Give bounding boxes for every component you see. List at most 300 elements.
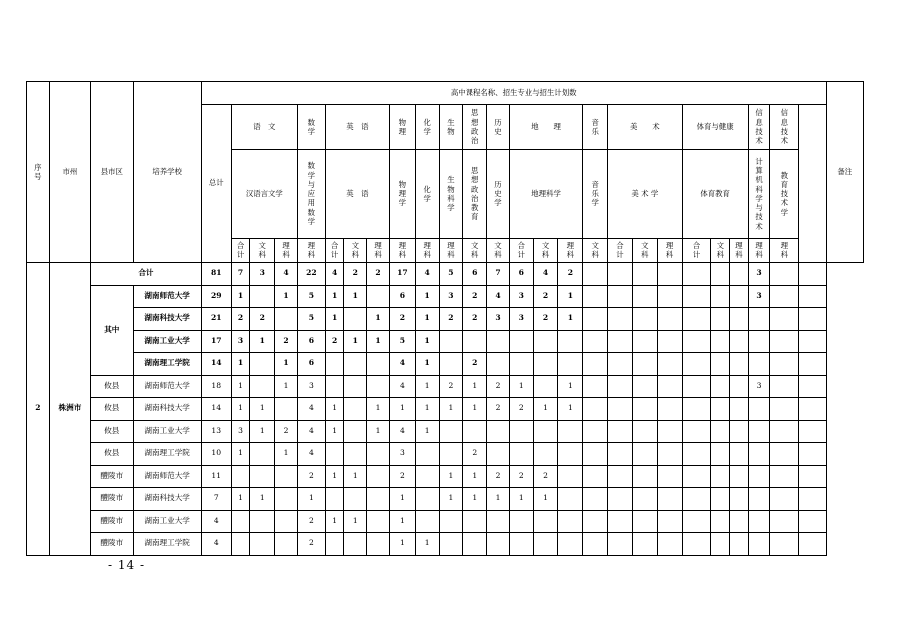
- value-cell: [275, 465, 298, 488]
- page-number: - 14 -: [108, 558, 146, 572]
- value-cell: 2: [558, 263, 583, 286]
- value-cell: 2: [297, 465, 325, 488]
- subheader-cell: 文科: [344, 239, 367, 263]
- school-cell: 合计: [91, 263, 202, 286]
- value-cell: [487, 353, 510, 376]
- subheader-cell: 合计: [608, 239, 633, 263]
- school-cell: 湖南科技大学: [133, 398, 201, 421]
- value-cell: [682, 375, 711, 398]
- remark-cell: [799, 398, 826, 421]
- subheader-cell: 文科: [583, 239, 608, 263]
- value-cell: [711, 375, 730, 398]
- subheader-cell: 文科: [250, 239, 275, 263]
- value-cell: 4: [297, 398, 325, 421]
- value-cell: [730, 488, 749, 511]
- subheader-cell: 理科: [558, 239, 583, 263]
- remark-cell: [799, 510, 826, 533]
- value-cell: 1: [439, 488, 463, 511]
- value-cell: [367, 375, 390, 398]
- value-cell: [533, 353, 558, 376]
- value-cell: [682, 353, 711, 376]
- value-cell: [558, 465, 583, 488]
- value-cell: [367, 533, 390, 556]
- value-cell: [533, 330, 558, 353]
- remark-cell: [799, 353, 826, 376]
- subheader-cell: 合计: [325, 239, 344, 263]
- value-cell: 1: [415, 353, 439, 376]
- value-cell: [711, 443, 730, 466]
- value-cell: 1: [275, 375, 298, 398]
- value-cell: 2: [487, 465, 510, 488]
- total-cell: 81: [201, 263, 231, 286]
- value-cell: [632, 533, 657, 556]
- value-cell: 2: [439, 308, 463, 331]
- value-cell: 1: [415, 330, 439, 353]
- value-cell: [608, 465, 633, 488]
- value-cell: [439, 510, 463, 533]
- value-cell: [533, 443, 558, 466]
- value-cell: 4: [297, 420, 325, 443]
- value-cell: 2: [344, 263, 367, 286]
- value-cell: [608, 375, 633, 398]
- value-cell: [730, 398, 749, 421]
- value-cell: [748, 398, 770, 421]
- value-cell: 2: [297, 533, 325, 556]
- value-cell: [657, 510, 682, 533]
- value-cell: 2: [463, 285, 487, 308]
- value-cell: 1: [325, 308, 344, 331]
- value-cell: [608, 263, 633, 286]
- value-cell: 7: [231, 263, 250, 286]
- value-cell: [487, 330, 510, 353]
- value-cell: [770, 420, 799, 443]
- value-cell: [748, 510, 770, 533]
- value-cell: 2: [509, 465, 533, 488]
- value-cell: [770, 263, 799, 286]
- subheader-cell: 理科: [748, 239, 770, 263]
- value-cell: 1: [439, 465, 463, 488]
- value-cell: [439, 420, 463, 443]
- county-cell: 攸县: [91, 420, 133, 443]
- value-cell: 3: [389, 443, 415, 466]
- major-name: 音乐学: [583, 150, 608, 239]
- total-cell: 14: [201, 353, 231, 376]
- header-total: 总计: [201, 105, 231, 263]
- value-cell: [583, 375, 608, 398]
- value-cell: [415, 443, 439, 466]
- value-cell: 3: [297, 375, 325, 398]
- value-cell: [533, 420, 558, 443]
- total-cell: 11: [201, 465, 231, 488]
- value-cell: [608, 330, 633, 353]
- value-cell: 1: [344, 330, 367, 353]
- header-county: 县市区: [91, 82, 133, 263]
- value-cell: [533, 375, 558, 398]
- value-cell: 3: [748, 263, 770, 286]
- value-cell: [657, 420, 682, 443]
- value-cell: [632, 263, 657, 286]
- value-cell: [439, 533, 463, 556]
- value-cell: [583, 308, 608, 331]
- major-name: 物理学: [389, 150, 415, 239]
- school-cell: 湖南理工学院: [133, 443, 201, 466]
- value-cell: 1: [558, 308, 583, 331]
- value-cell: 1: [325, 398, 344, 421]
- table-row: [27, 375, 864, 398]
- value-cell: [583, 353, 608, 376]
- value-cell: [344, 375, 367, 398]
- value-cell: [463, 420, 487, 443]
- value-cell: 2: [533, 465, 558, 488]
- school-cell: 湖南科技大学: [133, 488, 201, 511]
- value-cell: [608, 308, 633, 331]
- value-cell: [632, 465, 657, 488]
- value-cell: 3: [509, 285, 533, 308]
- value-cell: [367, 353, 390, 376]
- major-name: 汉语言文学: [231, 150, 297, 239]
- total-cell: 13: [201, 420, 231, 443]
- value-cell: [275, 398, 298, 421]
- value-cell: 1: [509, 375, 533, 398]
- value-cell: 1: [509, 488, 533, 511]
- value-cell: [748, 353, 770, 376]
- value-cell: [608, 398, 633, 421]
- value-cell: [344, 443, 367, 466]
- remark-cell: [799, 443, 826, 466]
- value-cell: 1: [415, 285, 439, 308]
- value-cell: [325, 488, 344, 511]
- value-cell: [632, 285, 657, 308]
- header-remark: 备注: [826, 82, 863, 263]
- value-cell: 2: [389, 308, 415, 331]
- value-cell: [325, 443, 344, 466]
- value-cell: [558, 353, 583, 376]
- value-cell: 1: [231, 285, 250, 308]
- table-row: [27, 263, 864, 286]
- total-cell: 14: [201, 398, 231, 421]
- school-cell: 湖南师范大学: [133, 285, 201, 308]
- value-cell: [415, 510, 439, 533]
- value-cell: [770, 443, 799, 466]
- value-cell: [730, 285, 749, 308]
- enrollment-plan-table-wrapper: [26, 81, 864, 548]
- value-cell: [344, 420, 367, 443]
- value-cell: 2: [325, 330, 344, 353]
- value-cell: 2: [463, 353, 487, 376]
- value-cell: [533, 533, 558, 556]
- value-cell: 1: [463, 465, 487, 488]
- value-cell: [583, 263, 608, 286]
- value-cell: [367, 488, 390, 511]
- remark-cell: [799, 533, 826, 556]
- remark-cell: [799, 465, 826, 488]
- value-cell: [682, 330, 711, 353]
- value-cell: [682, 533, 711, 556]
- remark-cell: [799, 330, 826, 353]
- value-cell: 6: [463, 263, 487, 286]
- value-cell: 1: [325, 465, 344, 488]
- value-cell: [231, 510, 250, 533]
- header-main-title: 高中课程名称、招生专业与招生计划数: [201, 82, 826, 105]
- course-name: 体育与健康: [682, 105, 748, 150]
- value-cell: [657, 308, 682, 331]
- value-cell: [657, 285, 682, 308]
- value-cell: 3: [439, 285, 463, 308]
- value-cell: [487, 420, 510, 443]
- subheader-cell: 合计: [682, 239, 711, 263]
- value-cell: 1: [344, 465, 367, 488]
- county-cell: 攸县: [91, 375, 133, 398]
- value-cell: [711, 263, 730, 286]
- table-row: [27, 443, 864, 466]
- value-cell: 1: [533, 488, 558, 511]
- value-cell: 1: [250, 420, 275, 443]
- major-name: 生物科学: [439, 150, 463, 239]
- value-cell: [463, 510, 487, 533]
- county-cell: 醴陵市: [91, 488, 133, 511]
- value-cell: [682, 420, 711, 443]
- value-cell: 6: [509, 263, 533, 286]
- value-cell: [632, 510, 657, 533]
- value-cell: [770, 330, 799, 353]
- total-cell: 21: [201, 308, 231, 331]
- value-cell: 7: [487, 263, 510, 286]
- value-cell: [583, 465, 608, 488]
- value-cell: [463, 533, 487, 556]
- value-cell: 6: [389, 285, 415, 308]
- value-cell: [509, 353, 533, 376]
- value-cell: [770, 308, 799, 331]
- value-cell: 3: [748, 375, 770, 398]
- value-cell: [632, 330, 657, 353]
- county-cell: 醴陵市: [91, 465, 133, 488]
- value-cell: [250, 510, 275, 533]
- value-cell: [509, 510, 533, 533]
- value-cell: [682, 465, 711, 488]
- city-cell: 株洲市: [49, 263, 90, 556]
- value-cell: 3: [231, 330, 250, 353]
- course-name: 历史: [487, 105, 510, 150]
- table-row: [27, 330, 864, 353]
- value-cell: 3: [509, 308, 533, 331]
- total-cell: 10: [201, 443, 231, 466]
- major-name: 历史学: [487, 150, 510, 239]
- value-cell: 1: [463, 398, 487, 421]
- value-cell: [682, 308, 711, 331]
- value-cell: 1: [275, 443, 298, 466]
- value-cell: [463, 330, 487, 353]
- value-cell: [558, 533, 583, 556]
- course-name: 语 文: [231, 105, 297, 150]
- subheader-cell: 理科: [389, 239, 415, 263]
- value-cell: 4: [415, 263, 439, 286]
- value-cell: [558, 443, 583, 466]
- value-cell: [367, 443, 390, 466]
- seq-cell: 2: [27, 263, 50, 556]
- value-cell: [770, 375, 799, 398]
- value-cell: 6: [297, 330, 325, 353]
- value-cell: 5: [297, 285, 325, 308]
- value-cell: 4: [389, 420, 415, 443]
- major-name: 教育技术学: [770, 150, 799, 239]
- value-cell: 1: [231, 398, 250, 421]
- value-cell: [730, 465, 749, 488]
- table-row: [27, 510, 864, 533]
- value-cell: 1: [415, 308, 439, 331]
- value-cell: 22: [297, 263, 325, 286]
- school-cell: 湖南科技大学: [133, 308, 201, 331]
- value-cell: [711, 533, 730, 556]
- county-cell: 其中: [91, 285, 133, 375]
- value-cell: [558, 510, 583, 533]
- value-cell: [250, 375, 275, 398]
- value-cell: 1: [389, 533, 415, 556]
- value-cell: [748, 308, 770, 331]
- value-cell: 5: [439, 263, 463, 286]
- value-cell: [250, 533, 275, 556]
- table-row: [27, 465, 864, 488]
- value-cell: [657, 465, 682, 488]
- course-name: 物理: [389, 105, 415, 150]
- value-cell: [770, 488, 799, 511]
- value-cell: 5: [389, 330, 415, 353]
- value-cell: [583, 330, 608, 353]
- value-cell: [608, 443, 633, 466]
- subheader-cell: 文科: [711, 239, 730, 263]
- value-cell: [748, 420, 770, 443]
- value-cell: 1: [275, 353, 298, 376]
- value-cell: [748, 533, 770, 556]
- course-name: 信息技术: [748, 105, 770, 150]
- value-cell: [325, 375, 344, 398]
- value-cell: [608, 420, 633, 443]
- value-cell: [509, 443, 533, 466]
- value-cell: 2: [509, 398, 533, 421]
- value-cell: [748, 465, 770, 488]
- value-cell: [711, 398, 730, 421]
- value-cell: [730, 375, 749, 398]
- value-cell: 1: [344, 510, 367, 533]
- value-cell: [730, 533, 749, 556]
- value-cell: [325, 533, 344, 556]
- value-cell: [711, 510, 730, 533]
- value-cell: [415, 488, 439, 511]
- header-seq: 序号: [27, 82, 50, 263]
- value-cell: 1: [415, 398, 439, 421]
- major-name: 地理科学: [509, 150, 582, 239]
- value-cell: 2: [439, 375, 463, 398]
- value-cell: 2: [275, 330, 298, 353]
- value-cell: [487, 533, 510, 556]
- value-cell: [682, 285, 711, 308]
- remark-cell: [799, 420, 826, 443]
- subheader-cell: 理科: [770, 239, 799, 263]
- value-cell: [275, 308, 298, 331]
- county-cell: 攸县: [91, 443, 133, 466]
- value-cell: [275, 510, 298, 533]
- value-cell: [730, 443, 749, 466]
- value-cell: 4: [533, 263, 558, 286]
- value-cell: [275, 488, 298, 511]
- value-cell: [509, 420, 533, 443]
- school-cell: 湖南工业大学: [133, 510, 201, 533]
- value-cell: [583, 533, 608, 556]
- value-cell: 1: [325, 420, 344, 443]
- value-cell: [657, 330, 682, 353]
- value-cell: [231, 533, 250, 556]
- value-cell: [730, 308, 749, 331]
- value-cell: 1: [389, 488, 415, 511]
- value-cell: 1: [439, 398, 463, 421]
- value-cell: [344, 353, 367, 376]
- value-cell: [770, 510, 799, 533]
- value-cell: 1: [463, 375, 487, 398]
- major-name: 化学: [415, 150, 439, 239]
- value-cell: [344, 308, 367, 331]
- value-cell: [487, 443, 510, 466]
- value-cell: [682, 263, 711, 286]
- course-name: 信息技术: [770, 105, 799, 150]
- value-cell: [632, 375, 657, 398]
- subheader-cell: 文科: [463, 239, 487, 263]
- value-cell: [250, 465, 275, 488]
- table-row: [27, 285, 864, 308]
- school-cell: 湖南工业大学: [133, 330, 201, 353]
- value-cell: 1: [558, 375, 583, 398]
- value-cell: 17: [389, 263, 415, 286]
- value-cell: [439, 443, 463, 466]
- value-cell: 4: [389, 353, 415, 376]
- value-cell: 5: [297, 308, 325, 331]
- table-row: [27, 398, 864, 421]
- value-cell: [770, 465, 799, 488]
- course-name: 英 语: [325, 105, 389, 150]
- value-cell: [275, 533, 298, 556]
- total-cell: 4: [201, 533, 231, 556]
- value-cell: [657, 353, 682, 376]
- total-cell: 17: [201, 330, 231, 353]
- value-cell: [533, 510, 558, 533]
- subheader-cell: 合计: [509, 239, 533, 263]
- major-name: 英 语: [325, 150, 389, 239]
- subheader-cell: 理科: [730, 239, 749, 263]
- value-cell: [509, 533, 533, 556]
- value-cell: 2: [389, 465, 415, 488]
- value-cell: [730, 353, 749, 376]
- major-name: 体育教育: [682, 150, 748, 239]
- value-cell: [657, 488, 682, 511]
- value-cell: 1: [231, 375, 250, 398]
- course-name: 美 术: [608, 105, 682, 150]
- value-cell: [608, 285, 633, 308]
- table-row: [27, 488, 864, 511]
- value-cell: 1: [415, 533, 439, 556]
- value-cell: 4: [325, 263, 344, 286]
- course-name: 化学: [415, 105, 439, 150]
- value-cell: [711, 420, 730, 443]
- value-cell: [632, 398, 657, 421]
- value-cell: [439, 353, 463, 376]
- value-cell: [682, 510, 711, 533]
- course-name: 数学: [297, 105, 325, 150]
- value-cell: 1: [250, 488, 275, 511]
- value-cell: [583, 510, 608, 533]
- subheader-cell: 理科: [439, 239, 463, 263]
- value-cell: [770, 533, 799, 556]
- value-cell: 4: [275, 263, 298, 286]
- value-cell: 4: [487, 285, 510, 308]
- value-cell: 2: [463, 308, 487, 331]
